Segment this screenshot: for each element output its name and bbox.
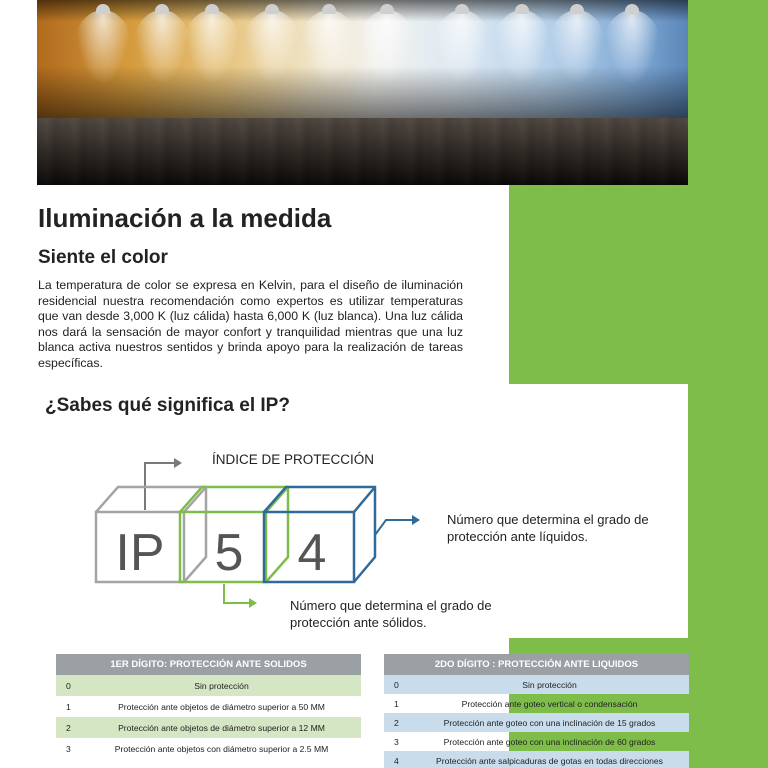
row-number: 0	[56, 675, 82, 696]
row-number: 2	[384, 713, 410, 732]
table-header: 1ER DÍGITO: PROTECCIÓN ANTE SOLIDOS	[56, 654, 361, 675]
light-glow	[299, 10, 359, 90]
ceiling-lamp-icon	[96, 4, 110, 14]
first-digit-text: 5	[214, 524, 244, 582]
indice-proteccion-label: ÍNDICE DE PROTECCIÓN	[212, 452, 375, 467]
light-glow	[242, 10, 302, 90]
row-description: Protección ante salpicaduras de gotas en todas direcciones	[410, 751, 689, 768]
ceiling-lamp-icon	[322, 4, 336, 14]
ceiling-lamp-icon	[155, 4, 169, 14]
row-description: Protección ante objetos de diámetro superior a 12 MM	[82, 717, 361, 738]
table-row	[56, 696, 361, 717]
row-number: 3	[394, 736, 399, 747]
ceiling-lamp-icon	[515, 4, 529, 14]
ceiling-lamp-icon	[380, 4, 394, 14]
arrow-liquidos-icon	[375, 515, 420, 535]
green-accent-band-right	[688, 0, 768, 768]
second-digit-text: 4	[297, 524, 327, 582]
hero-lighting-image	[37, 0, 688, 185]
page-title: Iluminación a la medida	[38, 203, 332, 233]
table-row	[384, 751, 689, 768]
row-description: Protección ante objetos de diámetro superior a 50 MM	[118, 701, 325, 712]
section-subtitle: Siente el color	[38, 247, 168, 268]
light-glow	[73, 10, 133, 90]
ceiling-lamp-icon	[570, 4, 584, 14]
ceiling-lamp-icon	[455, 4, 469, 14]
row-description: Sin protección	[82, 675, 361, 696]
light-glow	[492, 10, 552, 90]
body-paragraph: La temperatura de color se expresa en Kelvin, para el diseño de iluminación residencial nuestra recomendación como expertos es utilizar temperaturas que van desde 3,000 K (luz cálida) hasta 6,000 K (luz blanca). Una luz cálida nos dará la sensación de mayor confort y tranquilidad mientras que una luz blanca activa nuestros sentidos y brinda apoyo para la realización de tareas específicas.	[38, 278, 463, 370]
light-glow	[182, 10, 242, 90]
row-description: Protección ante goteo vertical o condensación	[461, 698, 638, 709]
light-glow	[602, 10, 662, 90]
row-description: Protección ante goteo con una inclinación de 15 grados	[410, 713, 689, 732]
table-row	[384, 675, 689, 694]
liquidos-label: Número que determina el grado de protección ante líquidos.	[447, 512, 649, 544]
ip-box-text: IP	[115, 524, 165, 582]
row-number: 2	[56, 717, 82, 738]
row-number: 1	[394, 698, 399, 709]
ceiling-lamp-icon	[265, 4, 279, 14]
table-row	[384, 694, 689, 713]
ceiling-lamp-icon	[205, 4, 219, 14]
row-number: 0	[384, 675, 410, 694]
table-row	[384, 732, 689, 751]
ceiling-lamp-icon	[625, 4, 639, 14]
row-description: Sin protección	[410, 675, 689, 694]
light-glow	[547, 10, 607, 90]
hero-floor-shade	[37, 118, 688, 185]
row-number: 3	[66, 743, 71, 754]
row-number: 4	[384, 751, 410, 768]
row-description: Protección ante objetos con diámetro superior a 2.5 MM	[114, 743, 329, 754]
table-solidos	[56, 654, 361, 759]
solidos-label: Número que determina el grado de protección ante sólidos.	[290, 598, 492, 630]
table-liquidos	[384, 654, 689, 768]
row-description: Protección ante goteo con una inclinación de 60 grados	[443, 736, 656, 747]
table-row	[56, 675, 361, 696]
arrow-indice-icon	[145, 458, 182, 510]
light-glow	[357, 10, 417, 90]
table-row	[56, 717, 361, 738]
row-number: 1	[66, 701, 71, 712]
light-glow	[432, 10, 492, 90]
table-row	[384, 713, 689, 732]
arrow-solidos-icon	[224, 584, 257, 608]
table-row	[56, 738, 361, 759]
table-header: 2DO DÍGITO : PROTECCIÓN ANTE LIQUIDOS	[384, 654, 689, 675]
ip-question-heading: ¿Sabes qué significa el IP?	[45, 395, 290, 416]
